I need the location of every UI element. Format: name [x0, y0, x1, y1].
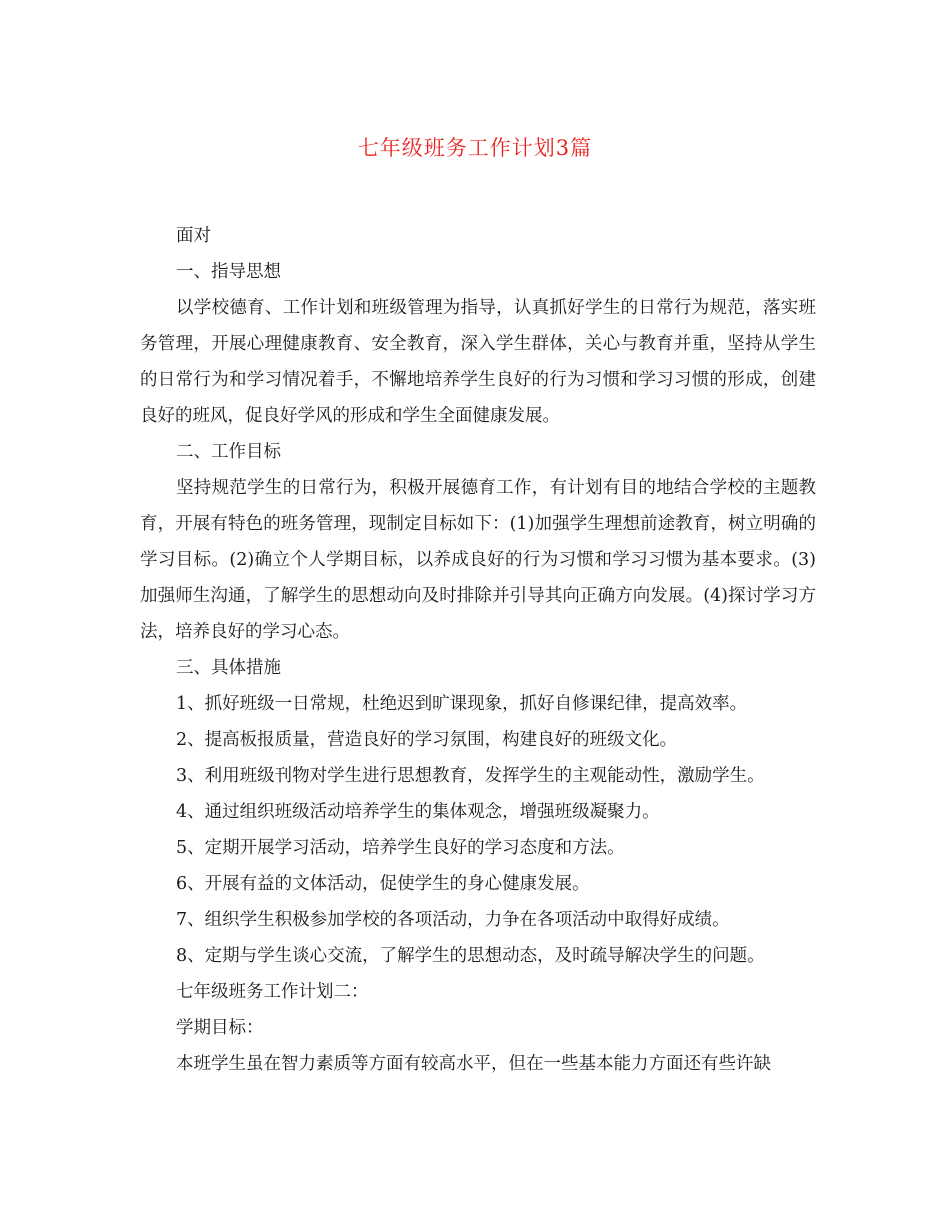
document-title: 七年级班务工作计划3篇: [357, 136, 593, 160]
list-item: 1、抓好班级一日常规，杜绝迟到旷课现象，抓好自修课纪律，提高效率。: [176, 694, 748, 714]
section-heading: 二、工作目标: [176, 442, 281, 462]
list-item: 3、利用班级刊物对学生进行思想教育，发挥学生的主观能动性，激励学生。: [176, 766, 765, 786]
section-heading: 一、指导思想: [176, 262, 281, 282]
list-item: 8、定期与学生谈心交流，了解学生的思想动态，及时疏导解决学生的问题。: [176, 946, 765, 966]
list-item: 5、定期开展学习活动，培养学生良好的学习态度和方法。: [176, 838, 625, 858]
body-paragraph: 面对: [176, 226, 211, 246]
section-heading: 三、具体措施: [176, 658, 281, 678]
body-paragraph: 坚持规范学生的日常行为，积极开展德育工作，有计划有目的地结合学校的主题教育，开展有特色的班务管理，现制定目标如下：(1)加强学生理想前途教育，树立明确的学习目标。(2)确立个人学期目标，以养成良好的行为习惯和学习习惯为基本要求。(3)加强师生沟通，了解学生的思想动向及时排除并引导其向正确方向发展。(4)探讨学习方法，培养良好的学习心态。: [140, 478, 816, 642]
list-item: 7、组织学生积极参加学校的各项活动，力争在各项活动中取得好成绩。: [176, 910, 730, 930]
list-item: 4、通过组织班级活动培养学生的集体观念，增强班级凝聚力。: [176, 802, 660, 822]
section-heading: 学期目标：: [176, 1018, 264, 1038]
section-heading: 七年级班务工作计划二：: [176, 982, 369, 1002]
body-paragraph: 本班学生虽在智力素质等方面有较高水平，但在一些基本能力方面还有些许缺: [176, 1054, 771, 1074]
document-body: [140, 218, 816, 1082]
list-item: 2、提高板报质量，营造良好的学习氛围，构建良好的班级文化。: [176, 730, 678, 750]
body-paragraph: 以学校德育、工作计划和班级管理为指导，认真抓好学生的日常行为规范，落实班务管理，开展心理健康教育、安全教育，深入学生群体，关心与教育并重，坚持从学生的日常行为和学习情况着手，不懈地培养学生良好的行为习惯和学习习惯的形成，创建良好的班风，促良好学风的形成和学生全面健康发展。: [140, 298, 816, 426]
list-item: 6、开展有益的文体活动，促使学生的身心健康发展。: [176, 874, 590, 894]
